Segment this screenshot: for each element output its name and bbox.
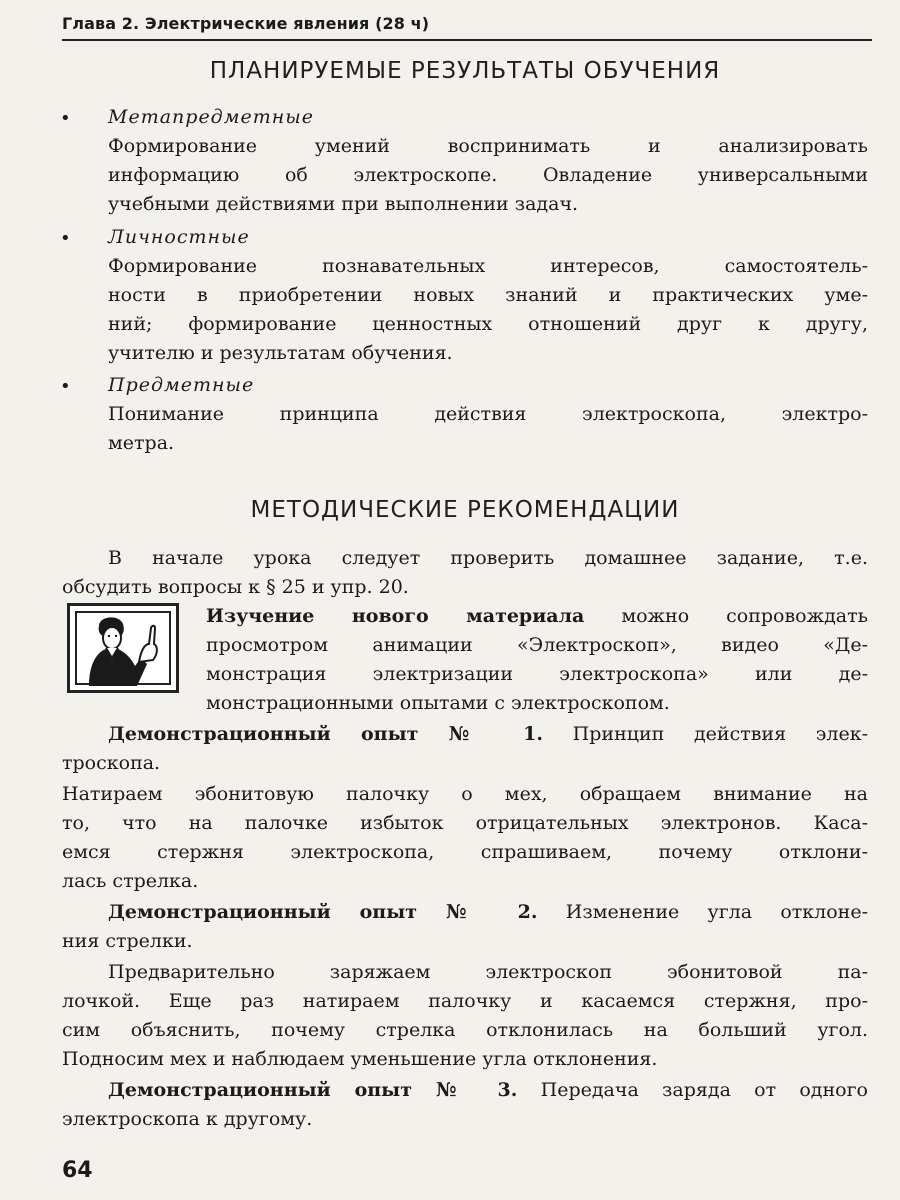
paragraph-line: Подносим мех и наблюдаем уменьшение угла отклонения.: [62, 1048, 658, 1070]
paragraph-line: лочкой. Еще раз натираем палочку и касаемся стержня, про-: [62, 990, 868, 1012]
item-heading-metasubject: Метапредметные: [108, 106, 314, 128]
paragraph-line: [108, 720, 868, 749]
running-head: Глава 2. Электрические явления (28 ч): [62, 14, 872, 41]
paragraph-line: просмотром анимации «Электроскоп», видео «Де-: [206, 634, 868, 656]
paragraph-line: Предварительно заряжаем электроскоп эбонитовой па-: [108, 961, 868, 983]
paragraph-line: ности в приобретении новых знаний и практических уме-: [108, 284, 868, 306]
paragraph-line: Понимание принципа действия электроскопа, электро-: [108, 403, 868, 425]
paragraph-line: ния стрелки.: [62, 930, 193, 952]
paragraph-line: Натираем эбонитовую палочку о мех, обращаем внимание на: [62, 783, 868, 805]
paragraph-line: Формирование умений воспринимать и анализировать: [108, 135, 868, 157]
page-number: 64: [62, 1158, 93, 1183]
paragraph-line: информацию об электроскопе. Овладение универсальными: [108, 164, 868, 186]
paragraph-line: емся стержня электроскопа, спрашиваем, почему отклони-: [62, 841, 868, 863]
bullet-marker: •: [60, 228, 71, 249]
demo3-bold: Демонстрационный опыт № 3.: [108, 1079, 518, 1101]
demo3-rest: Передача заряда от одного: [517, 1079, 868, 1101]
paragraph-line: [108, 1076, 868, 1105]
paragraph-line: метра.: [108, 432, 175, 454]
demo1-bold: Демонстрационный опыт № 1.: [108, 723, 544, 745]
paragraph-line: сим объяснить, почему стрелка отклонилась на больший угол.: [62, 1019, 868, 1041]
paragraph-line: ний; формирование ценностных отношений друг к другу,: [108, 313, 868, 335]
item-heading-subject: Предметные: [108, 374, 255, 396]
paragraph-line: [108, 898, 868, 927]
demo2-rest: Изменение угла отклоне-: [537, 901, 868, 923]
demo2-bold: Демонстрационный опыт № 2.: [108, 901, 538, 923]
new-material-bold: Изучение нового материала: [206, 605, 585, 627]
paragraph-line: [206, 602, 868, 631]
paragraph-line: электроскопа к другому.: [62, 1108, 313, 1130]
section-title-methodical: МЕТОДИЧЕСКИЕ РЕКОМЕНДАЦИИ: [250, 497, 680, 523]
paragraph-line: монстрация электризации электроскопа» или де-: [206, 663, 868, 685]
paragraph-line: монстрационными опытами с электроскопом.: [206, 692, 670, 714]
paragraph-line: Формирование познавательных интересов, самостоятель-: [108, 255, 868, 277]
bullet-marker: •: [60, 376, 71, 397]
paragraph-line: учебными действиями при выполнении задач.: [108, 193, 579, 215]
teacher-pointing-icon: [67, 603, 179, 693]
paragraph-line: учителю и результатам обучения.: [108, 342, 453, 364]
bullet-marker: •: [60, 108, 71, 129]
new-material-rest: можно сопровождать: [584, 605, 868, 627]
section-title-planned-results: ПЛАНИРУЕМЫЕ РЕЗУЛЬТАТЫ ОБУЧЕНИЯ: [209, 58, 721, 84]
item-heading-personal: Личностные: [108, 226, 250, 248]
paragraph-line: обсудить вопросы к § 25 и упр. 20.: [62, 576, 409, 598]
paragraph-line: то, что на палочке избыток отрицательных электронов. Каса-: [62, 812, 868, 834]
paragraph-line: В начале урока следует проверить домашнее задание, т.е.: [108, 547, 868, 569]
demo1-rest: Принцип действия элек-: [543, 723, 868, 745]
paragraph-line: лась стрелка.: [62, 870, 199, 892]
paragraph-line: троскопа.: [62, 752, 161, 774]
